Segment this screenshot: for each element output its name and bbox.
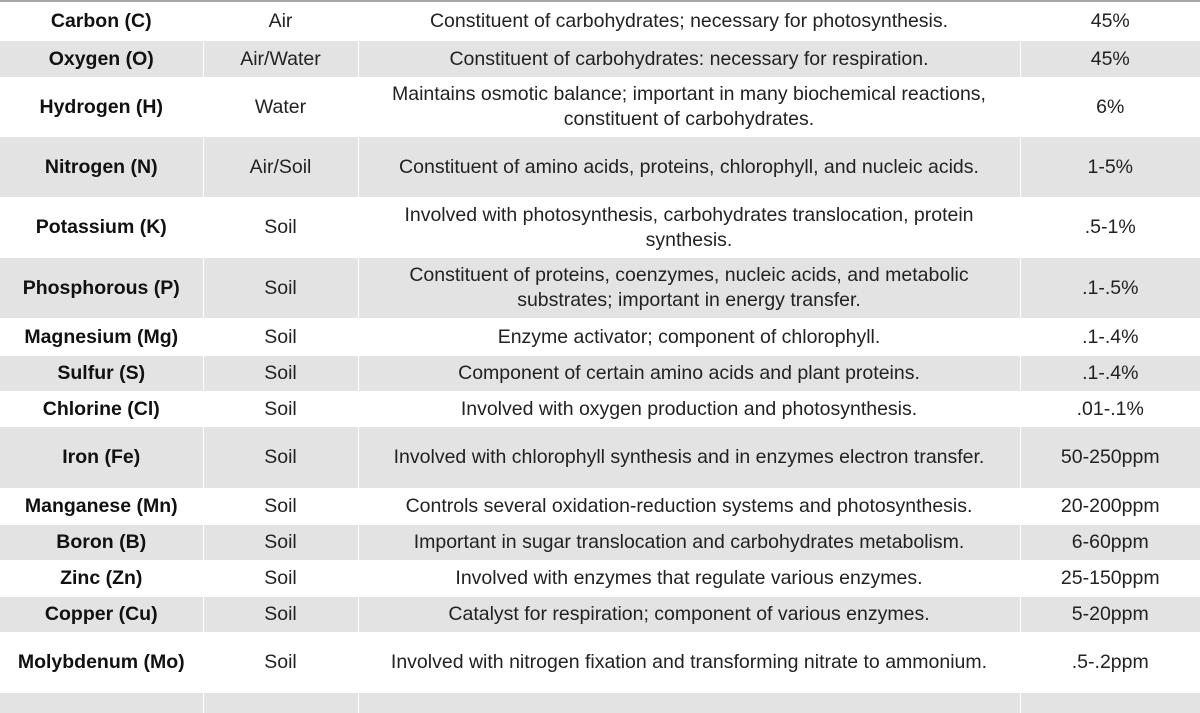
function-cell: Important in sugar translocation and carbohydrates metabolism.: [358, 525, 1020, 560]
element-cell: Copper (Cu): [0, 597, 203, 632]
source-cell-partial: [203, 693, 358, 713]
table-row-partial: [0, 693, 1200, 713]
function-cell: Component of certain amino acids and plant proteins.: [358, 356, 1020, 391]
source-cell: Soil: [203, 258, 358, 318]
source-cell: Soil: [203, 597, 358, 632]
table-row: [0, 632, 1200, 693]
element-cell-partial: [0, 693, 203, 713]
source-cell: Air: [203, 1, 358, 41]
source-cell: Soil: [203, 488, 358, 525]
nutrient-table-body: [0, 1, 1200, 713]
function-cell: Involved with oxygen production and photosynthesis.: [358, 391, 1020, 427]
amount-cell: .1-.4%: [1020, 356, 1200, 391]
table-row: [0, 597, 1200, 632]
element-cell: Iron (Fe): [0, 427, 203, 488]
element-cell: Phosphorous (P): [0, 258, 203, 318]
source-cell: Soil: [203, 525, 358, 560]
amount-cell: 45%: [1020, 1, 1200, 41]
amount-cell: .5-.2ppm: [1020, 632, 1200, 693]
function-cell: Controls several oxidation-reduction systems and photosynthesis.: [358, 488, 1020, 525]
function-cell: Enzyme activator; component of chlorophyll.: [358, 318, 1020, 356]
element-cell: Boron (B): [0, 525, 203, 560]
source-cell: Water: [203, 77, 358, 137]
amount-cell: 5-20ppm: [1020, 597, 1200, 632]
source-cell: Soil: [203, 427, 358, 488]
function-cell: Catalyst for respiration; component of various enzymes.: [358, 597, 1020, 632]
table-row: [0, 41, 1200, 77]
amount-cell: 6%: [1020, 77, 1200, 137]
element-cell: Molybdenum (Mo): [0, 632, 203, 693]
amount-cell: .5-1%: [1020, 197, 1200, 258]
element-cell: Sulfur (S): [0, 356, 203, 391]
function-cell: Constituent of proteins, coenzymes, nucleic acids, and metabolic substrates; important in energy transfer.: [358, 258, 1020, 318]
source-cell: Soil: [203, 560, 358, 597]
function-cell-partial: [358, 693, 1020, 713]
amount-cell: .1-.5%: [1020, 258, 1200, 318]
element-cell: Carbon (C): [0, 1, 203, 41]
table-row: [0, 77, 1200, 137]
element-cell: Nitrogen (N): [0, 137, 203, 197]
table-row: [0, 525, 1200, 560]
table-row: [0, 1, 1200, 41]
amount-cell: 25-150ppm: [1020, 560, 1200, 597]
table-row: [0, 427, 1200, 488]
element-cell: Manganese (Mn): [0, 488, 203, 525]
amount-cell: .01-.1%: [1020, 391, 1200, 427]
function-cell: Constituent of amino acids, proteins, chlorophyll, and nucleic acids.: [358, 137, 1020, 197]
function-cell: Constituent of carbohydrates: necessary for respiration.: [358, 41, 1020, 77]
table-row: [0, 391, 1200, 427]
source-cell: Soil: [203, 391, 358, 427]
element-cell: Chlorine (Cl): [0, 391, 203, 427]
source-cell: Soil: [203, 632, 358, 693]
amount-cell: 45%: [1020, 41, 1200, 77]
function-cell: Involved with nitrogen fixation and transforming nitrate to ammonium.: [358, 632, 1020, 693]
amount-cell: 6-60ppm: [1020, 525, 1200, 560]
source-cell: Soil: [203, 318, 358, 356]
source-cell: Air/Soil: [203, 137, 358, 197]
amount-cell: 1-5%: [1020, 137, 1200, 197]
table-row: [0, 137, 1200, 197]
amount-cell: 20-200ppm: [1020, 488, 1200, 525]
function-cell: Involved with photosynthesis, carbohydrates translocation, protein synthesis.: [358, 197, 1020, 258]
element-cell: Oxygen (O): [0, 41, 203, 77]
function-cell: Constituent of carbohydrates; necessary for photosynthesis.: [358, 1, 1020, 41]
element-cell: Magnesium (Mg): [0, 318, 203, 356]
amount-cell: .1-.4%: [1020, 318, 1200, 356]
table-row: [0, 318, 1200, 356]
table-row: [0, 560, 1200, 597]
element-cell: Potassium (K): [0, 197, 203, 258]
element-cell: Hydrogen (H): [0, 77, 203, 137]
amount-cell: 50-250ppm: [1020, 427, 1200, 488]
source-cell: Soil: [203, 197, 358, 258]
function-cell: Involved with enzymes that regulate various enzymes.: [358, 560, 1020, 597]
table-row: [0, 356, 1200, 391]
amount-cell-partial: [1020, 693, 1200, 713]
function-cell: Maintains osmotic balance; important in many biochemical reactions, constituent of carbohydrates.: [358, 77, 1020, 137]
source-cell: Air/Water: [203, 41, 358, 77]
element-cell: Zinc (Zn): [0, 560, 203, 597]
table-row: [0, 488, 1200, 525]
table-row: [0, 258, 1200, 318]
function-cell: Involved with chlorophyll synthesis and in enzymes electron transfer.: [358, 427, 1020, 488]
table-row: [0, 197, 1200, 258]
source-cell: Soil: [203, 356, 358, 391]
